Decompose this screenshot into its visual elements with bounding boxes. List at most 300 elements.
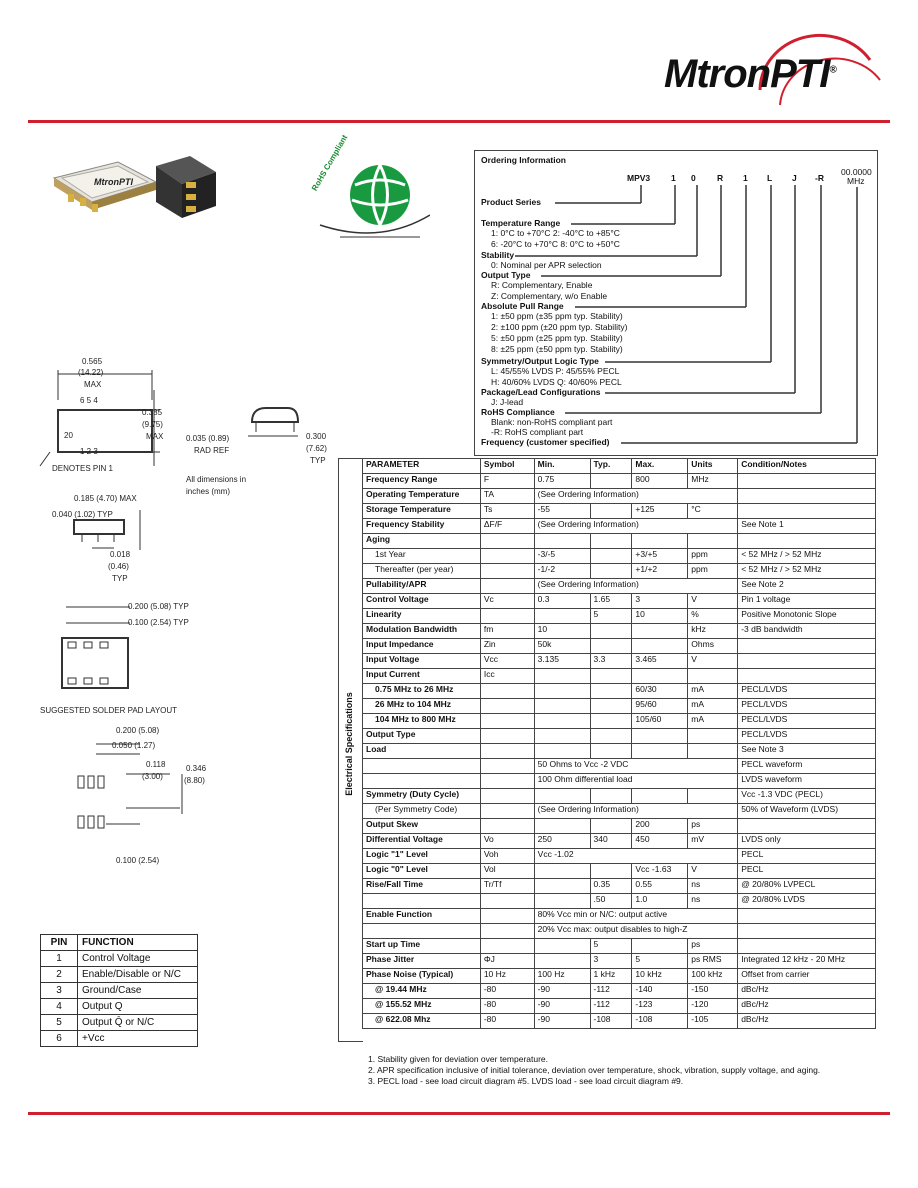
pin1-mark: 20 <box>64 431 73 440</box>
table-cell: @ 19.44 MHz <box>363 984 481 999</box>
units-note: All dimensions in inches (mm) <box>186 475 247 496</box>
table-cell: Frequency Stability <box>363 519 481 534</box>
pin-number: 5 <box>41 1015 78 1031</box>
table-row <box>363 819 876 834</box>
table-row <box>363 834 876 849</box>
table-cell <box>534 669 590 684</box>
table-cell <box>632 534 688 549</box>
table-cell <box>534 744 590 759</box>
table-cell: 50 Ohms to Vcc -2 VDC <box>534 759 738 774</box>
table-row <box>363 909 876 924</box>
table-row <box>41 999 198 1015</box>
rohs-badge-text: RoHS Compliant <box>310 133 350 193</box>
table-row <box>363 849 876 864</box>
table-cell: Thereafter (per year) <box>363 564 481 579</box>
table-cell: Phase Noise (Typical) <box>363 969 481 984</box>
table-cell <box>534 534 590 549</box>
table-cell: 95/60 <box>632 699 688 714</box>
table-cell: Modulation Bandwidth <box>363 624 481 639</box>
table-cell: Positive Monotonic Slope <box>738 609 876 624</box>
table-row <box>363 714 876 729</box>
table-cell: Vcc -1.63 <box>632 864 688 879</box>
table-row <box>363 744 876 759</box>
table-cell <box>534 684 590 699</box>
table-cell: Load <box>363 744 481 759</box>
table-cell: Output Type <box>363 729 481 744</box>
table-cell: -1/-2 <box>534 564 590 579</box>
part-code: 1 <box>671 173 676 183</box>
pin-function: Output Q <box>78 999 198 1015</box>
pin-numbers-bottom: 1 2 3 <box>80 447 98 456</box>
table-cell <box>363 759 481 774</box>
table-cell <box>480 579 534 594</box>
table-cell: Pullability/APR <box>363 579 481 594</box>
table-cell: ΦJ <box>480 954 534 969</box>
table-row <box>363 774 876 789</box>
oscillator-bottom-image <box>150 152 220 222</box>
section-label: Temperature Range <box>481 218 561 228</box>
table-cell: 50% of Waveform (LVDS) <box>738 804 876 819</box>
table-cell: mA <box>688 699 738 714</box>
table-cell <box>534 819 590 834</box>
table-cell: Input Voltage <box>363 654 481 669</box>
table-cell: 60/30 <box>632 684 688 699</box>
table-cell: Logic "1" Level <box>363 849 481 864</box>
table-row <box>363 729 876 744</box>
table-cell: 0.3 <box>534 594 590 609</box>
spec-side-label: Electrical Specifications <box>344 692 354 796</box>
section-line: L: 45/55% LVDS P: 45/55% PECL <box>491 366 620 376</box>
section-line: 0: Nominal per APR selection <box>491 260 602 270</box>
function-header: FUNCTION <box>78 935 198 951</box>
table-cell: 450 <box>632 834 688 849</box>
table-row <box>363 969 876 984</box>
table-cell <box>738 474 876 489</box>
table-cell: mA <box>688 684 738 699</box>
table-cell: 1st Year <box>363 549 481 564</box>
table-cell <box>480 609 534 624</box>
table-cell <box>590 729 632 744</box>
table-cell: Output Skew <box>363 819 481 834</box>
table-cell: ps <box>688 939 738 954</box>
oscillator-top-image <box>48 158 158 218</box>
table-cell <box>632 939 688 954</box>
table-cell: Start up Time <box>363 939 481 954</box>
table-cell: (See Ordering Information) <box>534 579 738 594</box>
table-cell: See Note 1 <box>738 519 876 534</box>
table-cell <box>590 639 632 654</box>
table-cell: PECL/LVDS <box>738 699 876 714</box>
table-row <box>363 639 876 654</box>
table-cell <box>738 639 876 654</box>
pin-function-table <box>40 934 198 1047</box>
part-code: R <box>717 173 724 183</box>
part-code: J <box>792 173 797 183</box>
table-cell <box>688 744 738 759</box>
mechanical-drawings <box>30 370 340 820</box>
table-row <box>363 789 876 804</box>
table-cell <box>632 639 688 654</box>
section-line: R: Complementary, Enable <box>491 280 593 290</box>
dim-label: TYP <box>310 456 326 465</box>
table-cell: -108 <box>632 1014 688 1029</box>
table-row <box>363 669 876 684</box>
table-cell: 0.55 <box>632 879 688 894</box>
table-cell: 26 MHz to 104 MHz <box>363 699 481 714</box>
table-cell: LVDS only <box>738 834 876 849</box>
table-cell: Enable Function <box>363 909 481 924</box>
table-header-row <box>363 459 876 474</box>
table-cell <box>590 549 632 564</box>
table-cell <box>590 864 632 879</box>
table-cell: -90 <box>534 1014 590 1029</box>
table-cell: .50 <box>590 894 632 909</box>
table-cell: Differential Voltage <box>363 834 481 849</box>
section-line: Blank: non-RoHS compliant part <box>491 417 613 427</box>
table-row <box>363 624 876 639</box>
table-cell: 0.75 MHz to 26 MHz <box>363 684 481 699</box>
table-row <box>41 1015 198 1031</box>
section-line: 5: ±50 ppm (±25 ppm typ. Stability) <box>491 333 623 343</box>
table-cell <box>590 504 632 519</box>
brand-logo: MtronPTI® <box>664 52 836 96</box>
solder-pads-lower <box>76 812 186 842</box>
section-line: 6: -20°C to +70°C 8: 0°C to +50°C <box>491 239 620 249</box>
table-cell <box>590 684 632 699</box>
table-cell: 0.75 <box>534 474 590 489</box>
table-row <box>363 804 876 819</box>
table-cell: @ 20/80% LVDS <box>738 894 876 909</box>
table-row <box>363 684 876 699</box>
table-cell: PECL/LVDS <box>738 684 876 699</box>
table-row <box>363 924 876 939</box>
table-cell: mV <box>688 834 738 849</box>
table-cell <box>480 549 534 564</box>
solder-layout-title: SUGGESTED SOLDER PAD LAYOUT <box>40 706 178 715</box>
table-cell: -140 <box>632 984 688 999</box>
table-cell <box>738 654 876 669</box>
column-header: Typ. <box>590 459 632 474</box>
table-cell <box>738 909 876 924</box>
dim-label: (8.80) <box>184 776 205 785</box>
table-cell <box>480 909 534 924</box>
table-cell: ns <box>688 894 738 909</box>
table-cell: 3.3 <box>590 654 632 669</box>
table-cell: +1/+2 <box>632 564 688 579</box>
table-cell: -80 <box>480 984 534 999</box>
table-cell: 5 <box>590 609 632 624</box>
table-cell <box>534 864 590 879</box>
table-cell: PECL waveform <box>738 759 876 774</box>
table-cell: 80% Vcc min or N/C: output active <box>534 909 738 924</box>
table-cell <box>590 819 632 834</box>
table-cell: Icc <box>480 669 534 684</box>
table-cell: Operating Temperature <box>363 489 481 504</box>
table-cell: -123 <box>632 999 688 1014</box>
table-cell <box>363 924 481 939</box>
pin-function: Output Q̄ or N/C <box>78 1015 198 1031</box>
table-cell: -108 <box>590 1014 632 1029</box>
table-cell <box>480 939 534 954</box>
dim-label: (7.62) <box>306 444 327 453</box>
table-cell: ΔF/F <box>480 519 534 534</box>
table-cell: 1.65 <box>590 594 632 609</box>
table-cell <box>738 939 876 954</box>
table-cell: -150 <box>688 984 738 999</box>
table-cell: Ohms <box>688 639 738 654</box>
dim-label: (0.46) <box>108 562 129 571</box>
table-row <box>363 504 876 519</box>
svg-text:MtronPTI: MtronPTI <box>94 177 133 187</box>
table-cell <box>534 954 590 969</box>
dim-label: RAD REF <box>194 446 230 455</box>
table-cell: Vcc -1.3 VDC (PECL) <box>738 789 876 804</box>
rohs-globe-icon <box>300 155 430 245</box>
pin-function: Enable/Disable or N/C <box>78 967 198 983</box>
table-cell <box>363 894 481 909</box>
table-cell <box>534 714 590 729</box>
table-cell <box>480 789 534 804</box>
pin-function: Control Voltage <box>78 951 198 967</box>
table-cell <box>480 714 534 729</box>
table-cell: 100 Ohm differential load <box>534 774 738 789</box>
dim-label: 0.346 <box>186 764 207 773</box>
table-cell: 3 <box>632 594 688 609</box>
table-cell: -3/-5 <box>534 549 590 564</box>
table-cell: -80 <box>480 1014 534 1029</box>
table-cell: Pin 1 voltage <box>738 594 876 609</box>
table-cell <box>534 699 590 714</box>
pin-function: +Vcc <box>78 1031 198 1047</box>
note-item: 1. Stability given for deviation over temperature. <box>368 1054 549 1064</box>
dim-label: 0.185 (4.70) MAX <box>74 494 137 503</box>
table-cell <box>480 774 534 789</box>
table-cell <box>480 564 534 579</box>
table-cell: Rise/Fall Time <box>363 879 481 894</box>
pin-number: 1 <box>41 951 78 967</box>
table-row <box>363 609 876 624</box>
table-cell: Control Voltage <box>363 594 481 609</box>
table-cell <box>590 714 632 729</box>
table-cell <box>590 669 632 684</box>
table-cell: 800 <box>632 474 688 489</box>
dim-label: 0.050 (1.27) <box>112 741 156 750</box>
table-cell: 10 kHz <box>632 969 688 984</box>
table-cell: Ts <box>480 504 534 519</box>
table-row <box>41 967 198 983</box>
table-cell: +3/+5 <box>632 549 688 564</box>
table-cell <box>590 624 632 639</box>
dim-label: 0.100 (2.54) <box>116 856 160 865</box>
table-row <box>363 489 876 504</box>
table-cell: fm <box>480 624 534 639</box>
table-row <box>363 549 876 564</box>
section-label: Absolute Pull Range <box>481 301 564 311</box>
table-cell <box>738 534 876 549</box>
table-cell: 0.35 <box>590 879 632 894</box>
note-item: 2. APR specification inclusive of initial tolerance, deviation over temperature, shock, vibration, supply voltage, and aging. <box>368 1065 821 1075</box>
section-label: Stability <box>481 250 515 260</box>
section-line: H: 40/60% LVDS Q: 40/60% PECL <box>491 377 622 387</box>
table-cell <box>363 774 481 789</box>
section-line: 8: ±25 ppm (±50 ppm typ. Stability) <box>491 344 623 354</box>
section-line: -R: RoHS compliant part <box>491 427 584 437</box>
table-cell: 50k <box>534 639 590 654</box>
table-cell <box>688 534 738 549</box>
table-cell: ppm <box>688 549 738 564</box>
column-header: Max. <box>632 459 688 474</box>
table-cell: 5 <box>590 939 632 954</box>
section-label: RoHS Compliance <box>481 407 555 417</box>
table-cell: 1 kHz <box>590 969 632 984</box>
section-line: 1: ±50 ppm (±35 ppm typ. Stability) <box>491 311 623 321</box>
table-cell: +125 <box>632 504 688 519</box>
table-cell <box>534 609 590 624</box>
table-cell <box>738 924 876 939</box>
table-cell: PECL <box>738 849 876 864</box>
table-cell: ppm <box>688 564 738 579</box>
column-header: PARAMETER <box>363 459 481 474</box>
table-cell: TA <box>480 489 534 504</box>
table-row <box>41 1031 198 1047</box>
dim-label: 0.300 <box>306 432 327 441</box>
table-cell <box>590 534 632 549</box>
table-cell: 10 Hz <box>480 969 534 984</box>
table-cell: V <box>688 594 738 609</box>
part-code: 0 <box>691 173 696 183</box>
table-cell: See Note 3 <box>738 744 876 759</box>
dim-label: 0.018 <box>110 550 131 559</box>
table-cell: F <box>480 474 534 489</box>
table-row <box>363 1014 876 1029</box>
table-cell: @ 20/80% LVPECL <box>738 879 876 894</box>
section-label: Product Series <box>481 197 541 207</box>
table-row <box>363 579 876 594</box>
table-cell: mA <box>688 714 738 729</box>
table-cell: V <box>688 864 738 879</box>
table-cell: Tr/Tf <box>480 879 534 894</box>
dim-label: 0.100 (2.54) TYP <box>128 618 189 627</box>
table-cell: -112 <box>590 999 632 1014</box>
column-header: Min. <box>534 459 590 474</box>
table-cell: Frequency Range <box>363 474 481 489</box>
dim-label: 0.035 (0.89) <box>186 434 230 443</box>
table-cell: PECL/LVDS <box>738 714 876 729</box>
table-cell: 5 <box>632 954 688 969</box>
section-line: J: J-lead <box>491 397 524 407</box>
note-item: 3. PECL load - see load circuit diagram #5. LVDS load - see load circuit diagram #9. <box>368 1076 684 1086</box>
table-row <box>363 879 876 894</box>
pin1-note: DENOTES PIN 1 <box>52 464 113 473</box>
table-cell <box>534 939 590 954</box>
table-cell: 3 <box>590 954 632 969</box>
section-line: Z: Complementary, w/o Enable <box>491 291 608 301</box>
table-cell <box>534 879 590 894</box>
table-cell <box>480 534 534 549</box>
table-cell: Linearity <box>363 609 481 624</box>
freq-unit: MHz <box>847 176 865 186</box>
table-cell: -105 <box>688 1014 738 1029</box>
dim-label: 0.565 <box>82 357 103 366</box>
table-cell: ps RMS <box>688 954 738 969</box>
table-cell: -90 <box>534 984 590 999</box>
table-cell <box>590 564 632 579</box>
table-row <box>363 519 876 534</box>
dim-label: 0.385 <box>142 408 163 417</box>
table-cell: 105/60 <box>632 714 688 729</box>
dim-label: 0.118 <box>146 760 166 769</box>
table-cell: 3.465 <box>632 654 688 669</box>
table-cell: Vo <box>480 834 534 849</box>
table-cell <box>480 804 534 819</box>
table-cell <box>480 699 534 714</box>
table-row <box>41 951 198 967</box>
part-code: 1 <box>743 173 748 183</box>
dim-label: MAX <box>84 380 102 389</box>
table-cell <box>480 744 534 759</box>
table-row <box>363 759 876 774</box>
table-cell: Vcc -1.02 <box>534 849 738 864</box>
table-cell: < 52 MHz / > 52 MHz <box>738 564 876 579</box>
table-cell: Vcc <box>480 654 534 669</box>
table-cell <box>534 729 590 744</box>
table-cell: MHz <box>688 474 738 489</box>
table-cell <box>738 669 876 684</box>
table-cell: Aging <box>363 534 481 549</box>
table-cell: 20% Vcc max: output disables to high-Z <box>534 924 738 939</box>
table-row <box>363 984 876 999</box>
table-row <box>41 983 198 999</box>
table-cell: Offset from carrier <box>738 969 876 984</box>
table-cell: 3.135 <box>534 654 590 669</box>
table-cell <box>590 789 632 804</box>
dim-label: (9.75) <box>142 420 163 429</box>
pin-number: 3 <box>41 983 78 999</box>
table-cell: kHz <box>688 624 738 639</box>
dim-label: TYP <box>112 574 128 583</box>
table-cell: Vol <box>480 864 534 879</box>
table-cell: (See Ordering Information) <box>534 519 738 534</box>
table-header-row <box>41 935 198 951</box>
part-code: -R <box>815 173 824 183</box>
table-row <box>363 474 876 489</box>
dim-label: 0.200 (5.08) <box>116 726 160 735</box>
electrical-specifications <box>338 458 876 1040</box>
table-cell: -120 <box>688 999 738 1014</box>
table-cell <box>688 729 738 744</box>
table-cell <box>632 729 688 744</box>
table-cell: Voh <box>480 849 534 864</box>
table-cell: Input Current <box>363 669 481 684</box>
table-cell <box>632 624 688 639</box>
table-cell: ps <box>688 819 738 834</box>
table-cell: Symmetry (Duty Cycle) <box>363 789 481 804</box>
spec-table <box>362 458 876 1029</box>
table-cell: Phase Jitter <box>363 954 481 969</box>
table-cell: See Note 2 <box>738 579 876 594</box>
table-cell <box>480 759 534 774</box>
table-cell: -80 <box>480 999 534 1014</box>
section-line: 1: 0°C to +70°C 2: -40°C to +85°C <box>491 228 620 238</box>
table-cell: Vc <box>480 594 534 609</box>
table-cell <box>480 819 534 834</box>
table-cell: (Per Symmetry Code) <box>363 804 481 819</box>
table-cell: 100 Hz <box>534 969 590 984</box>
table-cell <box>590 699 632 714</box>
table-cell: LVDS waveform <box>738 774 876 789</box>
section-label: Output Type <box>481 270 531 280</box>
table-cell <box>480 924 534 939</box>
